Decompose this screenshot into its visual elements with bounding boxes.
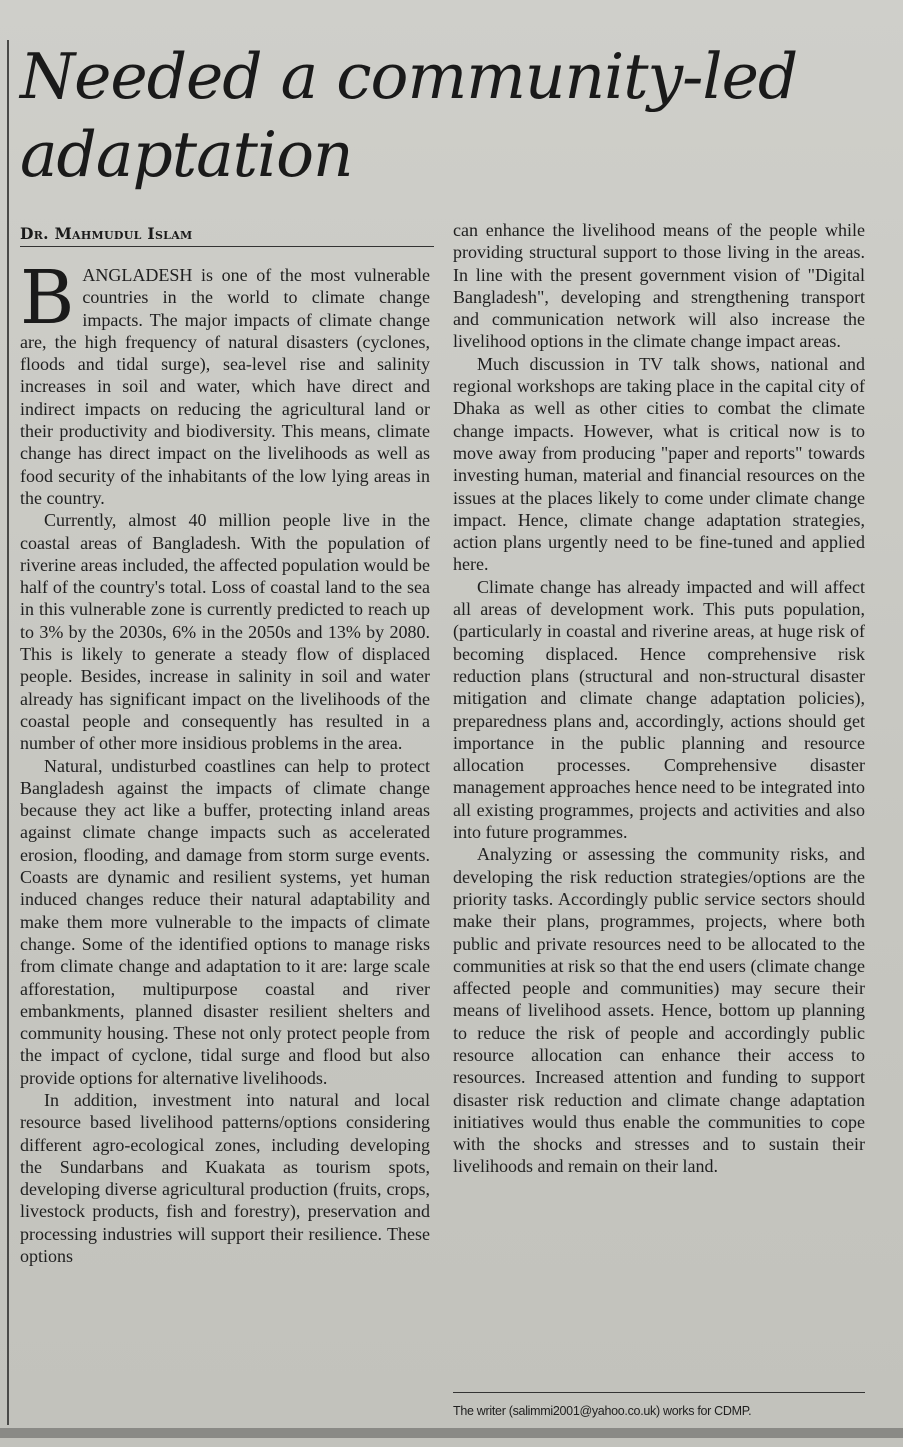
article-paragraph: Much discussion in TV talk shows, national and regional workshops are taking place in the capital city of Dhaka as well as other cities to combat the climate change impacts. However, what is critical now is to move away from producing "paper and reports" towards investing human, material and financial resources on the issues at the places likely to come under climate change impact. Hence, climate change adaptation strategies, action plans urgently need to be fine-tuned and applied here. — [453, 353, 865, 575]
page-bottom-border — [0, 1428, 903, 1438]
article-paragraph: Natural, undisturbed coastlines can help to protect Bangladesh against the impacts of climate change because they act like a buffer, protecting inland areas against climate change impacts such as accelerated erosion, flooding, and damage from storm surge events. Coasts are dynamic and resilient systems, yet human induced changes reduce their natural adaptability and make them more vulnerable to the impacts of climate change. Some of the identified options to manage risks from climate change and adaptation to it are: large scale afforestation, multipurpose coastal and river embankments, planned disaster resilient shelters and community housing. These not only protect people from the impact of cyclone, tidal surge and flood but also provide options for alternative livelihoods. — [20, 755, 430, 1088]
paragraph-text: is one of the most vulnerable countries in the world to climate change impacts. The major impacts of climate change are, the high frequency of natural disasters (cyclones, floods and tidal surge), sea-level rise and salinity increases in soil and water, which have direct and indirect impacts on reducing the agricultural land or their productivity and biodiversity. This means, climate change has direct impact on the livelihoods as well as food security of the inhabitants of the low lying areas in the country. — [20, 265, 430, 508]
footer-divider — [453, 1392, 865, 1393]
article-paragraph-continued: can enhance the livelihood means of the people while providing structural support to those living in the areas. In line with the present government vision of "Digital Bangladesh", developing and strengthening transport and communication network will also increase the livelihood options in the climate change impact areas. — [453, 220, 865, 352]
headline: Needed a community-led adaptation — [20, 40, 798, 191]
article-paragraph: In addition, investment into natural and local resource based livelihood patterns/options considering different agro-ecological zones, including developing the Sundarbans and Kuakata as tourism spots, developing diverse agricultural production (fruits, crops, livestock products, fish and forestry), preservation and processing industries will support their resilience. These options — [20, 1089, 430, 1267]
lead-small-caps: ANGLADESH — [82, 265, 193, 285]
article-paragraph — [20, 255, 430, 509]
byline: Dr. Mahmudul Islam — [20, 224, 193, 243]
article-paragraph: Currently, almost 40 million people live in the coastal areas of Bangladesh. With the population of riverine areas included, the affected population would be half of the country's total. Loss of coastal land to the sea in this vulnerable zone is currently predicted to reach up to 3% by the 2030s, 6% in the 2050s and 13% by 2080. This is likely to generate a steady flow of displaced people. Besides, increase in salinity in soil and water already has significant impact on the livelihoods of the coastal people and consequently has resulted in a number of other more insidious problems in the area. — [20, 510, 430, 754]
article-paragraph: Analyzing or assessing the community risks, and developing the risk reduction strategies/options are the priority tasks. Accordingly public service sectors should make their plans, programmes, projects, where both public and private resources need to be allocated to the communities at risk so that the end users (climate change affected people and communities) may secure their means of livelihood assets. Hence, bottom up planning to reduce the risk of people and accordingly public resource allocation can enhance their access to resources. Increased attention and funding to support disaster risk reduction and climate change adaptation initiatives would thus enable the communities to cope with the shocks and stresses and to sustain their livelihoods and remain on their land. — [453, 844, 865, 1177]
article-column-left — [20, 255, 430, 1267]
drop-cap: B — [20, 255, 75, 341]
article-paragraph: Climate change has already impacted and will affect all areas of development work. This puts population, (particularly in coastal and riverine areas, at huge risk of becoming displaced. Hence comprehensive risk reduction plans (structural and non-structural disaster mitigation and climate change adaptation policies), preparedness plans and, accordingly, actions should get importance in the public planning and resource allocation processes. Comprehensive disaster management approaches hence need to be integrated into all existing programmes, projects and activities and also into future programmes. — [453, 576, 865, 843]
author-note: The writer (salimmi2001@yahoo.co.uk) works for CDMP. — [453, 1404, 752, 1418]
article-column-right — [453, 219, 865, 1178]
left-column-rule — [7, 40, 9, 1425]
byline-divider — [20, 246, 434, 247]
